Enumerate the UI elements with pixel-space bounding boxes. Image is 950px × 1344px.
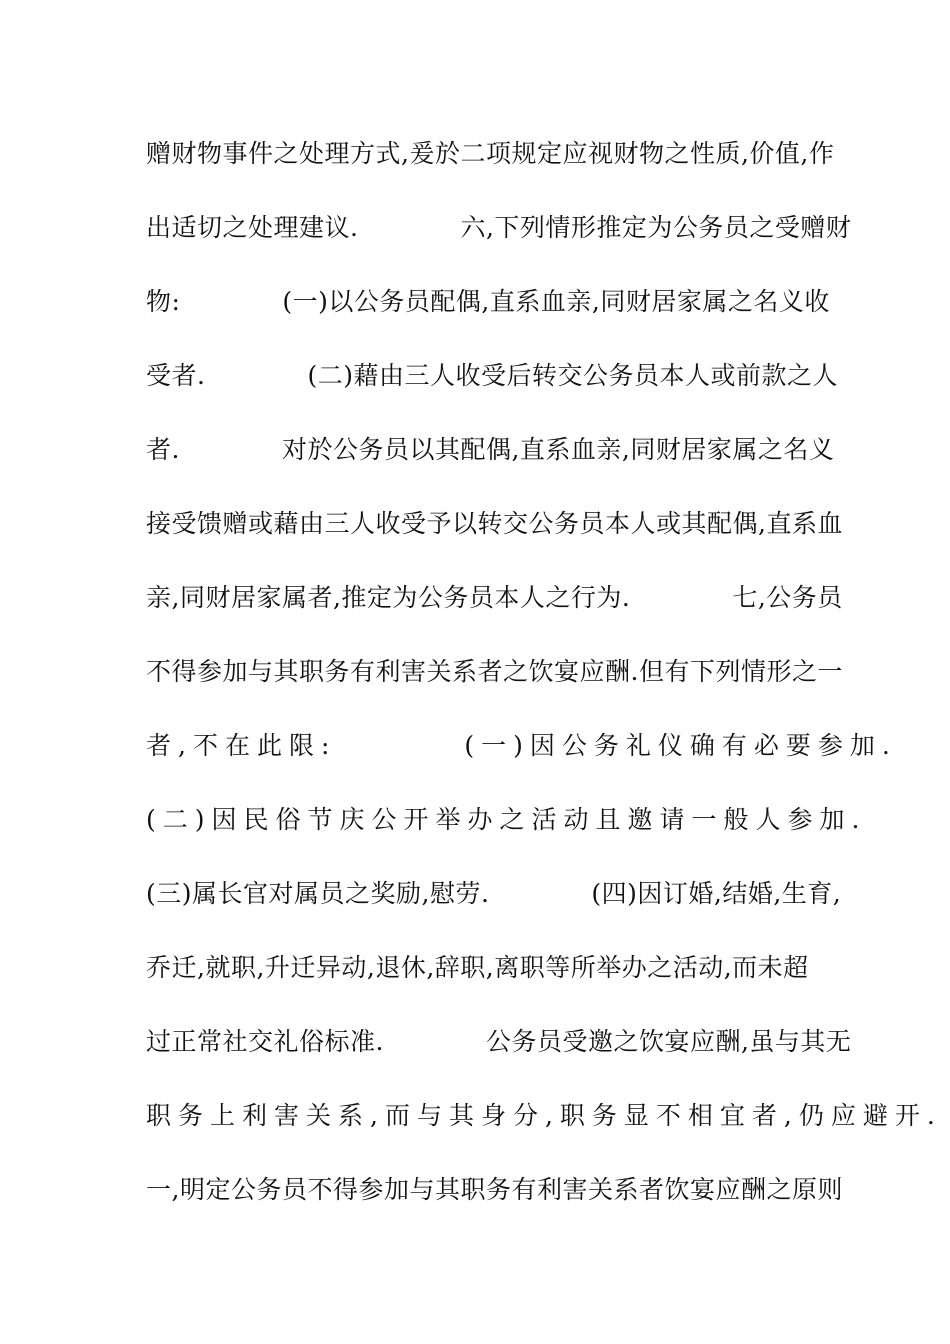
text-line-13: 过正常社交礼俗标准. 公务员受邀之饮宴应酬,虽与其无 <box>146 1027 852 1056</box>
text-line-15: 一,明定公务员不得参加与其职务有利害关系者饮宴应酬之原则 <box>146 1175 843 1204</box>
text-line-6: 接受馈赠或藉由三人收受予以转交公务员本人或其配偶,直系血 <box>146 509 843 538</box>
text-line-1: 赠财物事件之处理方式,爰於二项规定应视财物之性质,价值,作 <box>146 139 835 168</box>
text-line-14: 职务上利害关系,而与其身分,职务显不相宜者,仍应避开. <box>146 1101 942 1130</box>
text-line-8: 不得参加与其职务有利害关系者之饮宴应酬.但有下列情形之一 <box>146 657 843 686</box>
text-line-7: 亲,同财居家属者,推定为公务员本人之行为. 七,公务员 <box>146 583 843 612</box>
text-line-12: 乔迁,就职,升迁异动,退休,辞职,离职等所举办之活动,而未超 <box>146 953 809 982</box>
text-line-9: 者,不在此限: (一)因公务礼仪确有必要参加. <box>146 731 897 760</box>
text-line-4: 受者. (二)藉由三人收受后转交公务员本人或前款之人 <box>146 361 838 390</box>
text-line-2: 出适切之处理建议. 六,下列情形推定为公务员之受赠财 <box>146 213 852 242</box>
body-text <box>146 132 942 1242</box>
text-line-3: 物: (一)以公务员配偶,直系血亲,同财居家属之名义收 <box>146 287 830 316</box>
text-line-5: 者. 对於公务员以其配偶,直系血亲,同财居家属之名义 <box>146 435 835 464</box>
text-line-11: (三)属长官对属员之奖励,慰劳. (四)因订婚,结婚,生育, <box>146 879 842 908</box>
text-line-10: (二)因民俗节庆公开举办之活动且邀请一般人参加. <box>146 805 867 834</box>
